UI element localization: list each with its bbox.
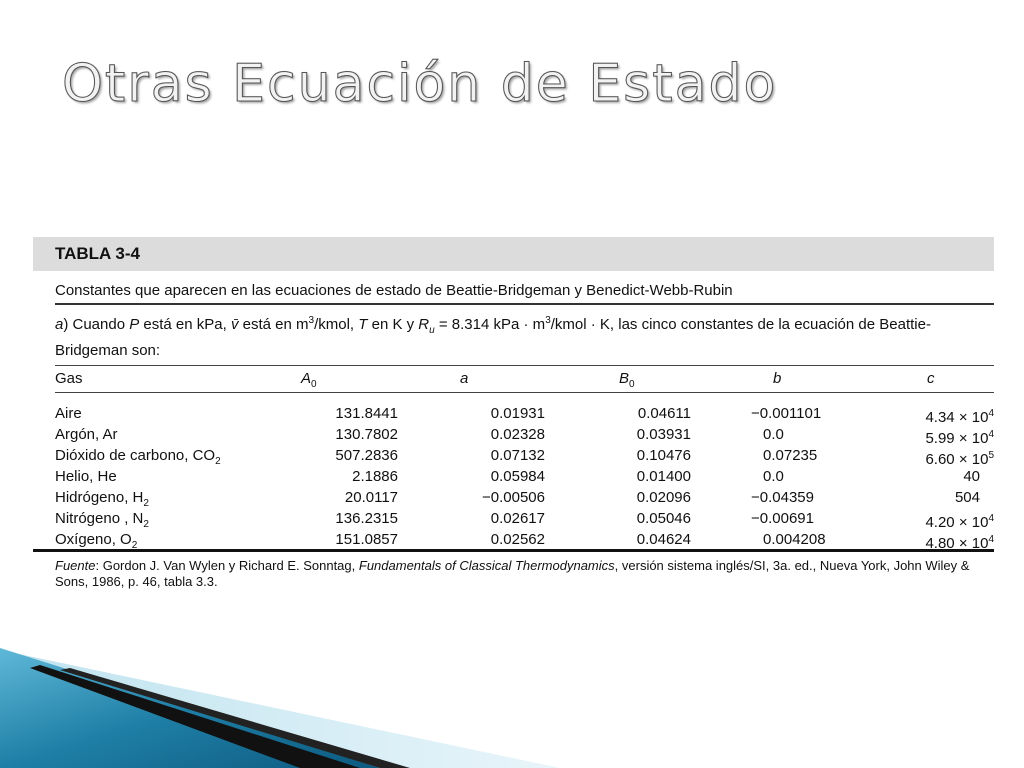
cell-a0: 20.0117 (344, 489, 398, 506)
cell-b0: 0.02096 (636, 489, 691, 506)
cell-a: 0.07132 (490, 447, 545, 464)
cell-b: −0.00691 (751, 510, 814, 527)
table-row (55, 467, 994, 488)
cell-gas: Argón, Ar (55, 426, 118, 443)
cell-a0: 151.0857 (335, 531, 398, 548)
table-header-row (55, 366, 994, 393)
deco-light-band (0, 650, 560, 768)
table-caption: Constantes que aparecen en las ecuaciones de estado de Beattie-Bridgeman y Benedict-Webb-Rubin (55, 271, 994, 305)
cell-c: $5.99 \times 10^4$ (925, 429, 994, 447)
cell-gas: Hidrógeno, $H_2$ (55, 489, 149, 509)
cell-gas: Helio, He (55, 468, 117, 485)
table-label: TABLA 3-4 (33, 237, 994, 271)
cell-gas: Dióxido de carbono, $CO_2$ (55, 447, 221, 467)
table-grid (55, 366, 994, 552)
deco-blue-wedge (0, 648, 380, 768)
cell-a0: 136.2315 (335, 510, 398, 527)
cell-b: 0.004208 (763, 531, 826, 548)
header-b: b (773, 370, 782, 387)
table-row (55, 425, 994, 446)
cell-a: −0.00506 (482, 489, 545, 506)
table-body (55, 393, 994, 552)
table-row (55, 530, 994, 551)
cell-b: 0.0 (763, 468, 784, 485)
cell-b: 0.07235 (763, 447, 818, 464)
cell-gas: Nitrógeno , $N_2$ (55, 510, 149, 530)
cell-gas: Oxígeno, $O_2$ (55, 531, 138, 551)
header-a0: $A_0$ (301, 370, 317, 390)
cell-c: $4.20 \times 10^4$ (925, 513, 994, 531)
cell-a: 0.01931 (490, 405, 545, 422)
cell-b0: 0.10476 (636, 447, 691, 464)
table-row (55, 446, 994, 467)
cell-b: −0.001101 (751, 405, 822, 422)
table-source: Fuente: Gordon J. Van Wylen y Richard E. Sonntag, Fundamentals of Classical Thermodynamics, versión sistema inglés/SI, 3a. ed., Nueva York, John Wiley & Sons, 1986, p. 46, tabla 3.3. (55, 558, 970, 589)
header-c: c (927, 370, 935, 387)
cell-b0: 0.05046 (636, 510, 691, 527)
cell-a0: 130.7802 (335, 426, 398, 443)
cell-b: −0.04359 (751, 489, 814, 506)
cell-c: 504 (954, 489, 980, 506)
cell-c: $4.34 \times 10^4$ (925, 408, 994, 426)
cell-a: 0.02328 (490, 426, 545, 443)
cell-b0: 0.04624 (636, 531, 691, 548)
cell-c: $6.60 \times 10^5$ (925, 450, 994, 468)
data-table (33, 237, 994, 590)
deco-dark-line (60, 668, 410, 768)
cell-b0: 0.03931 (636, 426, 691, 443)
table-row (55, 509, 994, 530)
cell-gas: Aire (55, 405, 82, 422)
header-b0: $B_0$ (619, 370, 635, 390)
cell-a: 0.02562 (490, 531, 545, 548)
slide-title: Otras Ecuación de Estado (62, 54, 778, 114)
cell-a0: 2.1886 (352, 468, 398, 485)
header-gas: Gas (55, 370, 83, 387)
cell-b: 0.0 (763, 426, 784, 443)
table-note: a) Cuando P está en kPa, v̄ está en $m^3$/kmol, T en K y $R_u = 8.314$ kPa · $m^3$/kmol · K, las cinco constantes de la ecuación de Beattie-Bridgeman son: (55, 305, 994, 366)
cell-a0: 507.2836 (335, 447, 398, 464)
cell-a0: 131.8441 (335, 405, 398, 422)
cell-a: 0.05984 (490, 468, 545, 485)
table-row (55, 404, 994, 425)
header-a: a (460, 370, 469, 387)
cell-c: $4.80 \times 10^4$ (925, 534, 994, 552)
cell-c: 40 (963, 468, 980, 485)
cell-b0: 0.04611 (637, 405, 691, 422)
deco-dark-wedge (30, 665, 360, 768)
cell-a: 0.02617 (490, 510, 545, 527)
table-row (55, 488, 994, 509)
cell-b0: 0.01400 (636, 468, 691, 485)
